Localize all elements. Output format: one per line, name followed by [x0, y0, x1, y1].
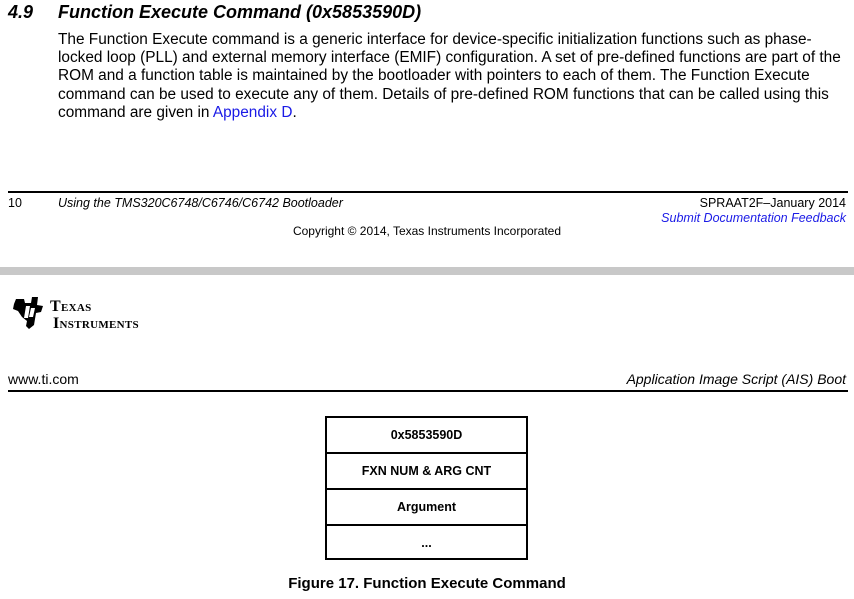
- footer-doc-title: Using the TMS320C6748/C6746/C6742 Bootloader: [58, 196, 343, 210]
- section-paragraph: [58, 31, 850, 122]
- section-title: Function Execute Command (0x5853590D): [58, 2, 422, 22]
- diagram-cell-argument: Argument: [327, 490, 526, 526]
- header-section-title: Application Image Script (AIS) Boot: [626, 371, 846, 387]
- ti-bug-icon: [10, 295, 48, 331]
- appendix-d-link[interactable]: Appendix D: [212, 103, 293, 121]
- ti-logo: [10, 295, 180, 335]
- page-separator: [0, 267, 854, 275]
- function-execute-diagram: [325, 416, 528, 560]
- paragraph-text: The Function Execute command is a generic interface for device-specific initialization functions such as phase-locked loop (PLL) and external memory interface (EMIF) configuration. A set of pre-defined functions are part of the ROM and a function table is maintained by the bootloader with pointers to each of them. The Function Execute command can be used to execute any of them. Details of pre-defined ROM functions that can be called using this command are given in: [58, 31, 841, 121]
- submit-feedback-link[interactable]: Submit Documentation Feedback: [661, 211, 846, 225]
- figure-caption: Figure 17. Function Execute Command: [288, 575, 566, 592]
- logo-text-instruments: Instruments: [53, 315, 139, 332]
- diagram-cell-command-word: 0x5853590D: [327, 418, 526, 454]
- page-number: 10: [8, 196, 22, 210]
- section-number: 4.9: [8, 2, 34, 22]
- logo-text-texas: Texas: [50, 298, 92, 315]
- header-rule: [8, 390, 848, 392]
- footer-rule: [8, 191, 848, 193]
- diagram-cell-fxn-num-arg-cnt: FXN NUM & ARG CNT: [327, 454, 526, 490]
- copyright-notice: Copyright © 2014, Texas Instruments Incorporated: [292, 224, 562, 238]
- diagram-cell-ellipsis: ...: [421, 536, 432, 550]
- footer-doc-id: SPRAAT2F–January 2014: [699, 196, 846, 210]
- site-url: www.ti.com: [8, 371, 79, 387]
- paragraph-end: .: [292, 103, 297, 121]
